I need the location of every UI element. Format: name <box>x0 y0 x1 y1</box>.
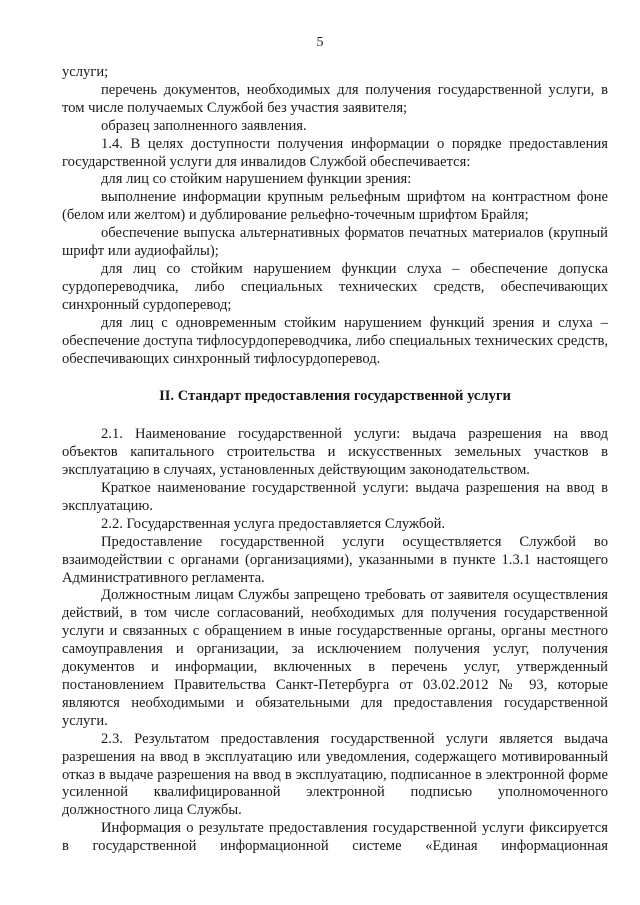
paragraph: 1.4. В целях доступности получения информации о порядке предоставления государственной услуги для инвалидов Службой обеспечивается: <box>62 135 608 170</box>
paragraph: услуги; <box>62 64 109 80</box>
paragraph: 2.1. Наименование государственной услуги: выдача разрешения на ввод объектов капитального строительства и искусственных земельных участков в эксплуатацию в случаях, установленных действующим законодательством. <box>62 426 608 479</box>
paragraph: Краткое наименование государственной услуги: выдача разрешения на ввод в эксплуатацию. <box>62 480 608 514</box>
body-text <box>62 64 608 856</box>
paragraph: для лиц со стойким нарушением функции зрения: <box>101 171 412 188</box>
paragraph: 2.2. Государственная услуга предоставляется Службой. <box>101 515 446 532</box>
paragraph: для лиц с одновременным стойким нарушением функций зрения и слуха – обеспечение доступа тифлосурдопереводчика, либо специальных технических средств, обеспечивающих синхронный тифлосурдоперевод. <box>62 314 608 367</box>
paragraph: выполнение информации крупным рельефным шрифтом на контрастном фоне (белом или желтом) и дублирование рельефно-точечным шрифтом Брайля; <box>62 189 608 224</box>
paragraph: перечень документов, необходимых для получения государственной услуги, в том числе получаемых Службой без участия заявителя; <box>62 81 608 116</box>
paragraph: образец заполненного заявления. <box>101 117 307 134</box>
section-heading: II. Стандарт предоставления государственной услуги <box>159 388 511 405</box>
paragraph: 2.3. Результатом предоставления государственной услуги является выдача разрешения на ввод в эксплуатацию или уведомления, содержащего мотивированный отказ в выдаче разрешения на ввод в эксплуатацию, подписанное в электронной форме усиленной квалифицированной электронной подписью уполномоченного должностного лица Службы. <box>62 730 608 819</box>
paragraph: Предоставление государственной услуги осуществляется Службой во взаимодействии с органами (организациями), указанными в пункте 1.3.1 настоящего Административного регламента. <box>62 533 608 586</box>
paragraph: обеспечение выпуска альтернативных форматов печатных материалов (крупный шрифт или аудиофайлы); <box>62 225 608 260</box>
paragraph: Информация о результате предоставления государственной услуги фиксируется в государственной информационной системе «Единая информационная <box>62 820 608 855</box>
paragraph: для лиц со стойким нарушением функции слуха – обеспечение допуска сурдопереводчика, либо специальных технических средств, обеспечивающих синхронный сурдоперевод; <box>62 260 608 313</box>
paragraph: Должностным лицам Службы запрещено требовать от заявителя осуществления действий, в том числе согласований, необходимых для получения государственной услуги и связанных с обращением в иные государственные органы, органы местного самоуправления и организации, за исключением получения услуг, получения документов и информации, включенных в перечень услуг, утвержденный постановлением Правительства Санкт-Петербурга от 03.02.2012 № 93, которые являются необходимыми и обязательными для предоставления государственной услуги. <box>62 587 608 729</box>
page-number: 5 <box>316 35 324 50</box>
